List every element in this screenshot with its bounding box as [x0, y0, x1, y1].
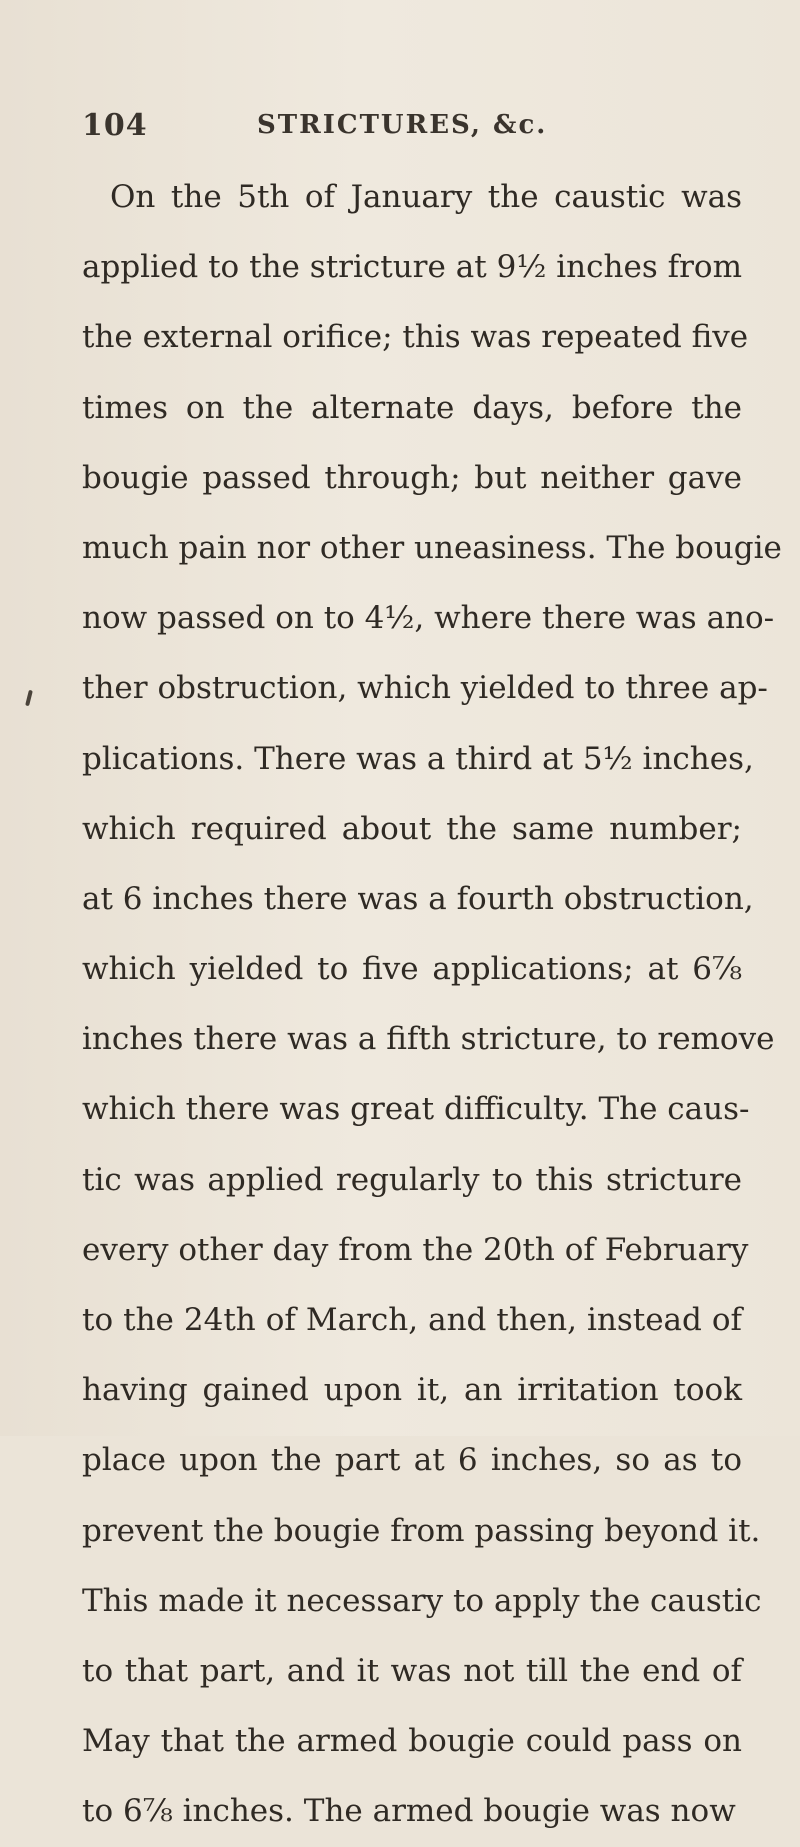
text-line: the external orifice; this was repeated five [82, 319, 749, 356]
text-line: at 6 inches there was a fourth obstruction, [82, 880, 754, 917]
margin-mark [25, 690, 33, 706]
text-line: ther obstruction, which yielded to three ap- [82, 670, 768, 707]
text-line: applied to the stricture at 9½ inches from [82, 249, 742, 286]
text-line: now passed on to 4½, where there was ano- [82, 600, 775, 637]
page-number: 104 [82, 108, 148, 143]
text-line: May that the armed bougie could pass on [82, 1723, 742, 1760]
text-line: times on the alternate days, before the [82, 389, 742, 426]
text-line: inches there was a fifth stricture, to remove [82, 1021, 775, 1058]
text-line: which there was great difficulty. The caus- [82, 1091, 750, 1128]
text-line: to that part, and it was not till the end of [82, 1652, 742, 1689]
running-head: STRICTURES, &c. [257, 110, 548, 140]
text-line: bougie passed through; but neither gave [82, 459, 742, 496]
text-line: much pain nor other uneasiness. The bougie [82, 529, 782, 566]
text-line: place upon the part at 6 inches, so as to [82, 1442, 742, 1479]
text-line: having gained upon it, an irritation took [82, 1372, 742, 1409]
text-line: which yielded to five applications; at 6⅞ [82, 951, 742, 988]
text-line: to the 24th of March, and then, instead of [82, 1302, 742, 1338]
text-line: On the 5th of January the caustic was [110, 179, 742, 215]
text-line: which required about the same number; [82, 810, 742, 847]
text-line: plications. There was a third at 5½ inches, [82, 740, 754, 777]
text-line: This made it necessary to apply the caustic [82, 1582, 762, 1619]
text-line: every other day from the 20th of February [82, 1231, 749, 1268]
text-line: prevent the bougie from passing beyond it. [82, 1512, 761, 1549]
text-line: to 6⅞ inches. The armed bougie was now [82, 1793, 736, 1830]
page-header [82, 108, 702, 148]
text-line: tic was applied regularly to this stricture [82, 1161, 742, 1198]
body-text [82, 162, 782, 1847]
